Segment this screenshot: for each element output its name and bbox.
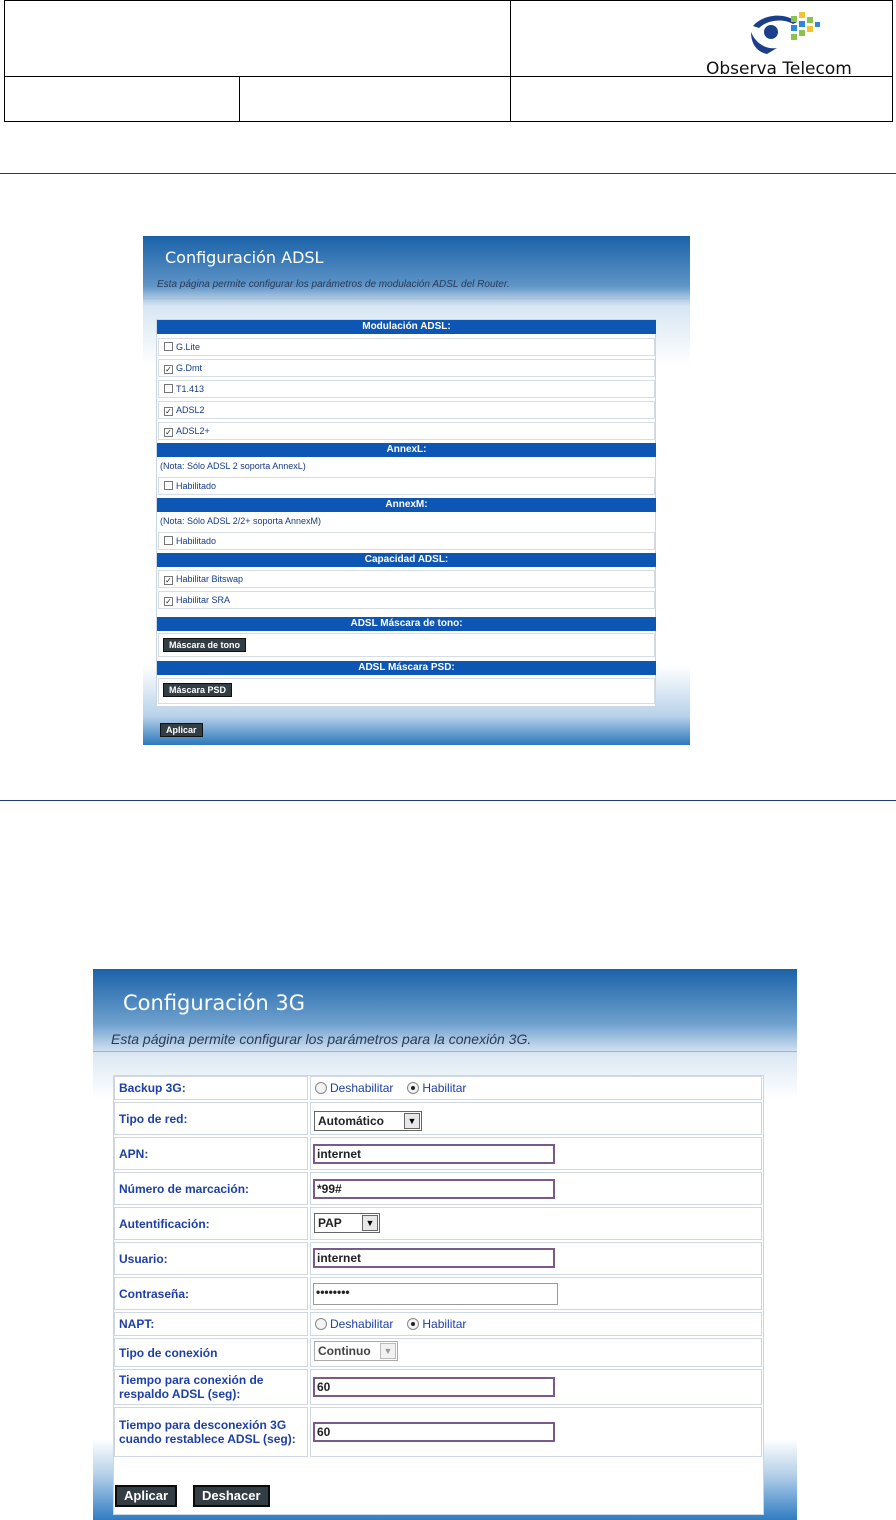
checkbox-checked-icon[interactable]: ✓ (165, 407, 172, 416)
annexl-enable-row[interactable]: Habilitado (158, 477, 655, 495)
bitswap-row[interactable]: ✓ Habilitar Bitswap (158, 570, 655, 588)
annexm-header: AnnexM: (157, 498, 656, 512)
capacity-header: Capacidad ADSL: (157, 553, 656, 567)
adsl-config-panel (143, 236, 690, 745)
backup-3g-radio-group: Deshabilitar Habilitar (310, 1076, 762, 1100)
backup-3g-label: Backup 3G: (114, 1076, 308, 1100)
modulation-adsl2plus-row[interactable]: ✓ ADSL2+ (158, 422, 655, 440)
connection-type-select[interactable]: Continuo ▼ (314, 1341, 398, 1361)
network-type-label: Tipo de red: (114, 1102, 308, 1135)
adsl-page-description: Esta página permite configurar los parámetros de modulación ADSL del Router. (157, 279, 510, 290)
g3-page-title: Configuración 3G (123, 991, 306, 1015)
g3-config-panel (93, 969, 797, 1520)
dial-number-label: Número de marcación: (114, 1172, 308, 1205)
psd-mask-button[interactable]: Máscara PSD (163, 683, 232, 697)
tone-mask-button[interactable]: Máscara de tono (163, 638, 246, 652)
modulation-t1413-row[interactable]: T1.413 (158, 380, 655, 398)
checkbox-checked-icon[interactable]: ✓ (165, 428, 172, 437)
annexm-enable-row[interactable]: Habilitado (158, 532, 655, 550)
chevron-down-icon[interactable]: ▼ (404, 1113, 420, 1129)
separator-line (0, 800, 896, 801)
header-divider (510, 1, 511, 121)
user-label: Usuario: (114, 1242, 308, 1275)
checkbox-icon[interactable] (164, 536, 173, 545)
separator-line (0, 173, 896, 174)
modulation-glite-row[interactable]: G.Lite (158, 338, 655, 356)
g3-page-description: Esta página permite configurar los parámetros para la conexión 3G. (111, 1031, 532, 1047)
modulation-gdmt-row[interactable]: ✓ G.Dmt (158, 359, 655, 377)
divider (143, 298, 690, 299)
adsl-apply-button[interactable]: Aplicar (160, 723, 203, 737)
radio-deshabilitar-icon[interactable] (315, 1318, 327, 1330)
disconnect-time-label: Tiempo para desconexión 3G cuando restablece ADSL (seg): (114, 1407, 308, 1457)
adsl-page-title: Configuración ADSL (165, 248, 324, 267)
auth-label: Autentificación: (114, 1207, 308, 1240)
annexl-header: AnnexL: (157, 443, 656, 457)
password-input[interactable]: •••••••• (313, 1283, 558, 1305)
auth-select[interactable]: PAP ▼ (314, 1213, 380, 1233)
network-type-select[interactable]: Automático ▼ (314, 1111, 422, 1131)
divider (93, 1051, 797, 1052)
checkbox-icon[interactable] (164, 481, 173, 490)
backup-time-input[interactable]: 60 (313, 1377, 555, 1397)
backup-time-label: Tiempo para conexión de respaldo ADSL (seg): (114, 1369, 308, 1405)
tone-mask-header: ADSL Máscara de tono: (157, 617, 656, 631)
radio-habilitar-selected-icon[interactable] (407, 1082, 419, 1094)
logo-text: Observa Telecom (706, 59, 852, 79)
apn-label: APN: (114, 1137, 308, 1170)
checkbox-checked-icon[interactable]: ✓ (165, 365, 172, 374)
user-input[interactable]: internet (313, 1248, 555, 1268)
psd-mask-row (158, 678, 655, 704)
modulation-adsl2-row[interactable]: ✓ ADSL2 (158, 401, 655, 419)
sra-row[interactable]: ✓ Habilitar SRA (158, 591, 655, 609)
napt-radio-group: Deshabilitar Habilitar (310, 1312, 762, 1336)
napt-label: NAPT: (114, 1312, 308, 1336)
header-divider (239, 76, 240, 121)
dial-number-input[interactable]: *99# (313, 1179, 555, 1199)
apn-input[interactable]: internet (313, 1144, 555, 1164)
checkbox-icon[interactable] (164, 384, 173, 393)
disconnect-time-input[interactable]: 60 (313, 1422, 555, 1442)
password-label: Contraseña: (114, 1277, 308, 1310)
connection-type-label: Tipo de conexión (114, 1338, 308, 1367)
chevron-down-icon[interactable]: ▼ (362, 1215, 378, 1231)
checkbox-checked-icon[interactable]: ✓ (165, 576, 172, 585)
chevron-down-icon[interactable]: ▼ (380, 1343, 396, 1359)
radio-habilitar-selected-icon[interactable] (407, 1318, 419, 1330)
g3-apply-button[interactable]: Aplicar (115, 1485, 177, 1507)
g3-undo-button[interactable]: Deshacer (193, 1485, 270, 1507)
radio-deshabilitar-icon[interactable] (315, 1082, 327, 1094)
modulation-header: Modulación ADSL: (157, 320, 656, 334)
checkbox-checked-icon[interactable]: ✓ (165, 597, 172, 606)
psd-mask-header: ADSL Máscara PSD: (157, 661, 656, 675)
checkbox-icon[interactable] (164, 342, 173, 351)
annexm-note: (Nota: Sólo ADSL 2/2+ soporta AnnexM) (158, 514, 655, 528)
annexl-note: (Nota: Sólo ADSL 2 soporta AnnexL) (158, 459, 655, 473)
